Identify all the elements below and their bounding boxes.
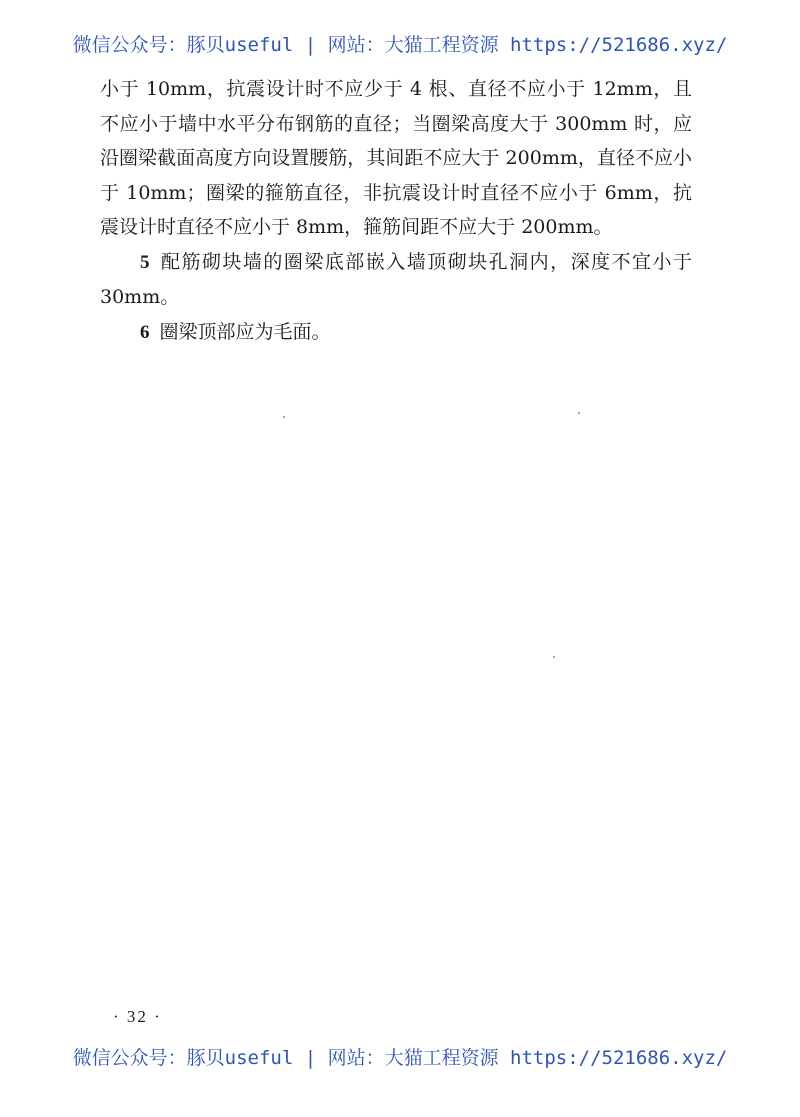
page-number: · 32 · — [113, 1007, 162, 1026]
clause-number: 6 — [140, 321, 150, 343]
watermark-top: 微信公众号：豚贝useful | 网站：大猫工程资源 https://521686.xyz/ — [72, 34, 728, 56]
scan-speck — [553, 656, 555, 658]
clause-item-5 — [100, 245, 692, 315]
clause-item-6 — [100, 315, 692, 351]
scan-speck — [283, 416, 285, 418]
clause-number: 5 — [140, 251, 150, 273]
clause-text: 配筋砌块墙的圈梁底部嵌入墙顶砌块孔洞内，深度不宜小于 30mm。 — [100, 250, 692, 308]
watermark-bottom: 微信公众号：豚贝useful | 网站：大猫工程资源 https://521686.xyz/ — [72, 1047, 728, 1069]
page-body — [100, 72, 692, 350]
continued-paragraph: 小于 10mm，抗震设计时不应少于 4 根、直径不应小于 12mm，且不应小于墙中水平分布钢筋的直径；当圈梁高度大于 300mm 时，应沿圈梁截面高度方向设置腰筋，其间距不应大于 200mm，直径不应小于 10mm；圈梁的箍筋直径，非抗震设计时直径不应小于 6mm，抗震设计时直径不应小于 8mm，箍筋间距不应大于 200mm。 — [100, 78, 692, 238]
scan-speck — [578, 412, 580, 414]
clause-text: 圈梁顶部应为毛面。 — [159, 320, 331, 343]
